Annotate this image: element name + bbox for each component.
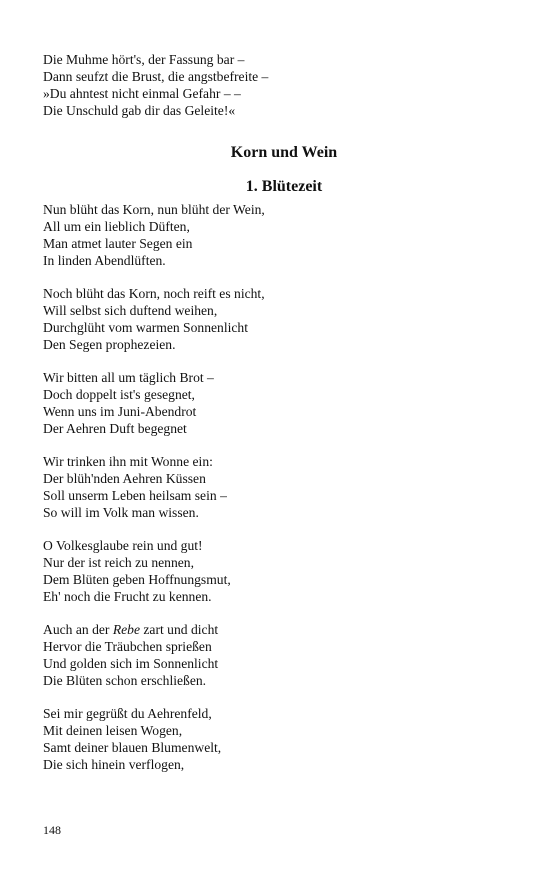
stanza-line: Doch doppelt ist's gesegnet, bbox=[43, 386, 195, 402]
stanza-line: Nun blüht das Korn, nun blüht der Wein, bbox=[43, 202, 265, 217]
stanza-line: Der blüh'nden Aehren Küssen bbox=[43, 470, 206, 486]
stanza-line: Noch blüht das Korn, noch reift es nicht, bbox=[43, 286, 265, 301]
stanza-line: Eh' noch die Frucht zu kennen. bbox=[43, 588, 212, 604]
opening-stanza bbox=[43, 52, 513, 120]
stanza-line: Wir bitten all um täglich Brot – bbox=[43, 370, 214, 385]
stanza-line: Mit deinen leisen Wogen, bbox=[43, 722, 183, 738]
stanza-line: Samt deiner blauen Blumenwelt, bbox=[43, 739, 222, 755]
stanza-line: Die Muhme hört's, der Fassung bar – bbox=[43, 52, 245, 67]
stanza-4 bbox=[43, 454, 513, 522]
stanza-1 bbox=[43, 202, 513, 270]
stanza-line: All um ein lieblich Düften, bbox=[43, 218, 190, 234]
stanza-line: Die Unschuld gab dir das Geleite!« bbox=[43, 102, 236, 118]
line-text: Auch an der bbox=[43, 622, 113, 637]
stanza-line: Der Aehren Duft begegnet bbox=[43, 420, 187, 436]
stanza-line: So will im Volk man wissen. bbox=[43, 504, 199, 520]
stanza-7 bbox=[43, 706, 513, 774]
stanza-line: »Du ahntest nicht einmal Gefahr – – bbox=[43, 85, 241, 101]
stanza-line: Hervor die Träubchen sprießen bbox=[43, 638, 212, 654]
stanza-line: Wenn uns im Juni-Abendrot bbox=[43, 403, 197, 419]
stanza-line: Die Blüten schon erschließen. bbox=[43, 672, 207, 688]
stanza-line: Man atmet lauter Segen ein bbox=[43, 235, 193, 251]
stanza-line: In linden Abendlüften. bbox=[43, 252, 166, 268]
stanza-6 bbox=[43, 622, 513, 690]
stanza-line: Soll unserm Leben heilsam sein – bbox=[43, 487, 227, 503]
stanza-5 bbox=[43, 538, 513, 606]
stanza-line: O Volkesglaube rein und gut! bbox=[43, 538, 203, 553]
page-number: 148 bbox=[43, 823, 61, 837]
stanza-3 bbox=[43, 370, 513, 438]
stanza-line: Will selbst sich duftend weihen, bbox=[43, 302, 218, 318]
stanza-line: Dann seufzt die Brust, die angstbefreite – bbox=[43, 68, 269, 84]
stanza-line: Den Segen prophezeien. bbox=[43, 336, 176, 352]
stanza-line: Dem Blüten geben Hoffnungsmut, bbox=[43, 571, 231, 587]
stanza-line: Durchglüht vom warmen Sonnenlicht bbox=[43, 319, 249, 335]
stanza-line: Nur der ist reich zu nennen, bbox=[43, 554, 194, 570]
stanza-line: Die sich hinein verflogen, bbox=[43, 756, 185, 772]
stanza-line: Und golden sich im Sonnenlicht bbox=[43, 655, 219, 671]
stanza-line: Wir trinken ihn mit Wonne ein: bbox=[43, 454, 213, 469]
stanza-2 bbox=[43, 286, 513, 354]
poem-title: Korn und Wein bbox=[230, 144, 338, 161]
line-text: zart und dicht bbox=[140, 622, 219, 637]
stanza-line: Sei mir gegrüßt du Aehrenfeld, bbox=[43, 706, 212, 721]
section-title: 1. Blütezeit bbox=[245, 178, 323, 195]
stanza-line bbox=[43, 622, 513, 639]
emphasized-word: Rebe bbox=[112, 622, 140, 637]
